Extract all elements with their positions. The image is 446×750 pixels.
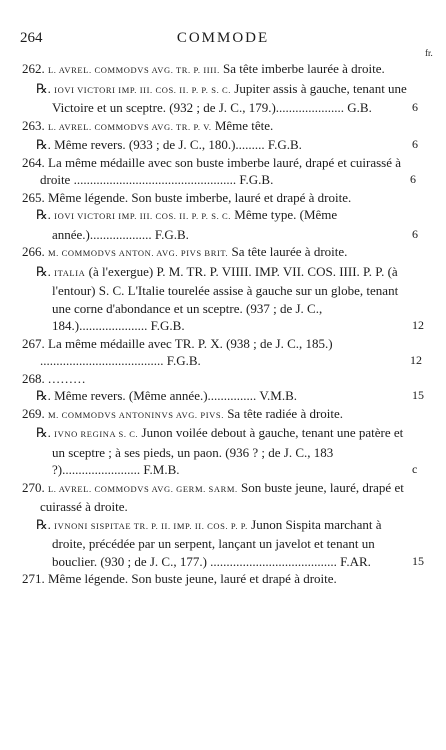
reverse-symbol: ℞.	[36, 207, 51, 222]
entry-number: 267.	[22, 335, 45, 351]
entry-description: Jupiter assis à gauche, tenant une Victoire et un sceptre. (932 ; de J. C., 179.)..................... G.B.	[52, 80, 407, 115]
entry-269-reverse: ℞. IVNO REGINA S. C. Junon voilée debout à gauche, tenant une patère et un sceptre ; à ses pieds, un paon. (936 ? ; de J. C., 183 ?)........................ F.M.B. c	[36, 425, 418, 477]
entry-number: 271.	[22, 571, 45, 586]
entry-description: Même revers. (933 ; de J. C., 180.)......... F.G.B.	[54, 137, 302, 152]
reverse-symbol: ℞.	[36, 516, 51, 532]
entry-number: 263.	[22, 117, 45, 133]
entry-262	[0, 60, 446, 80]
entry-description: Sa tête radiée à droite.	[223, 405, 344, 421]
entry-268	[0, 370, 446, 388]
reverse-symbol: ℞.	[36, 263, 51, 279]
entry-number: 269.	[22, 405, 45, 421]
entry-number: 268.	[22, 370, 45, 386]
entry-description: (à l'exergue) P. M. TR. P. VIIII. IMP. VII. COS. IIII. P. P. (à l'entour) S. C. L'Italie tourelée assise à gauche sur un globe, tenant une corne d'abondance et un sceptre. (937 ; de J. C., 184.)..................... F.G.B.	[52, 263, 399, 333]
reverse-symbol: ℞.	[36, 137, 51, 152]
entry-description: Junon voilée debout à gauche, tenant une patère et un sceptre ; à ses pieds, un paon. (936 ? ; de J. C., 183 ?)........................ F.M.B.	[52, 425, 404, 477]
entry-description: Même revers. (Même année.)............... V.M.B.	[54, 388, 298, 403]
legend-text: L. AVREL. COMMODVS AVG. GERM. SARM.	[48, 483, 238, 494]
entry-number: 264.	[22, 154, 45, 170]
entry-270-reverse: ℞. IVNONI SISPITAE TR. P. II. IMP. II. COS. P. P. Junon Sispita marchant à droite, précédée par un serpent, lançant un javelot et tenant un bouclier. (930 ; de J. C., 177.) ....................................... F.AR. 15	[36, 516, 424, 569]
legend-text: ITALIA	[54, 267, 86, 278]
entry-267: 267. La même médaille avec TR. P. X. (938 ; de J. C., 185.) ...................................... F.G.B. 12	[22, 335, 422, 368]
reverse-symbol: ℞.	[36, 80, 51, 96]
legend-text: L. AVREL. COMMODVS AVG. TR. P. IIII.	[48, 65, 220, 75]
entry-description: Sa tête imberbe laurée à droite.	[219, 61, 385, 76]
entry-263	[0, 117, 446, 137]
entry-description: Même type. (Même année.)................... F.G.B.	[52, 207, 338, 242]
entry-266-reverse: ℞. ITALIA (à l'exergue) P. M. TR. P. VIIII. IMP. VII. COS. IIII. P. P. (à l'entour) S. C. L'Italie tourelée assise à gauche sur un globe, tenant une corne d'abondance et un sceptre. (937 ; de J. C., 184.)..................... F.G.B. 12	[36, 263, 424, 333]
legend-text: M. COMMODVS ANTON. AVG. PIVS BRIT.	[48, 248, 229, 258]
entry-description: Même tête.	[211, 117, 274, 133]
entry-number: 270.	[22, 479, 45, 495]
entry-description: La même médaille avec TR. P. X. (938 ; de J. C., 185.) ...................................... F.G.B.	[40, 335, 333, 368]
entry-description: La même médaille avec son buste imberbe lauré, drapé et cuirassé à droite .................................................. F.G.B.	[40, 154, 402, 187]
entry-description: Junon Sispita marchant à droite, précédée par un serpent, lançant un javelot et tenant un bouclier. (930 ; de J. C., 177.) ....................................... F.AR.	[52, 516, 382, 569]
entry-number: 266.	[22, 244, 45, 259]
entry-265	[0, 189, 446, 207]
entry-270	[0, 479, 446, 516]
entry-description: Sa tête laurée à droite.	[228, 244, 348, 259]
page-title: COMMODE	[176, 30, 270, 46]
entry-number: 265.	[22, 189, 45, 205]
entry-description: .........	[48, 370, 87, 386]
entry-262-reverse: ℞. IOVI VICTORI IMP. III. COS. II. P. P. S. C. Jupiter assis à gauche, tenant une Victoire et un sceptre. (932 ; de J. C., 179.)..................... G.B. 6	[36, 80, 418, 115]
legend-text: IOVI VICTORI IMP. III. COS. II. P. P. S. C.	[54, 211, 232, 221]
reverse-symbol: ℞.	[36, 425, 51, 440]
entry-268-reverse: ℞. Même revers. (Même année.)............... V.M.B. 15	[36, 388, 424, 403]
entry-description: Son buste jeune, lauré, drapé et cuirassé à droite.	[40, 479, 404, 514]
entry-263-reverse: ℞. Même revers. (933 ; de J. C., 180.)......... F.G.B. 6	[36, 137, 418, 152]
reverse-symbol: ℞.	[36, 388, 51, 403]
entry-265-reverse: ℞. IOVI VICTORI IMP. III. COS. II. P. P. S. C. Même type. (Même année.)................... F.G.B. 6	[36, 207, 418, 242]
legend-text: IVNONI SISPITAE TR. P. II. IMP. II. COS. P. P.	[54, 520, 248, 531]
entry-269	[0, 405, 446, 425]
margin-note: fr.	[425, 48, 433, 58]
legend-text: L. AVREL. COMMODVS AVG. TR. P. V.	[48, 121, 212, 132]
entry-271	[0, 570, 446, 588]
entry-266	[0, 243, 446, 263]
page-number: 264	[20, 30, 43, 46]
entry-264: 264. La même médaille avec son buste imberbe lauré, drapé et cuirassé à droite .................................................. F.G.B. 6	[22, 154, 416, 187]
entry-description: Même légende. Son buste jeune, lauré et drapé à droite.	[48, 571, 337, 586]
entry-number: 262.	[22, 61, 45, 76]
entry-description: Même légende. Son buste imberbe, lauré et drapé à droite.	[48, 189, 352, 205]
catalogue-entries	[0, 60, 446, 588]
legend-text: M. COMMODVS ANTONINVS AVG. PIVS.	[48, 409, 224, 420]
legend-text: IVNO REGINA S. C.	[54, 429, 139, 439]
legend-text: IOVI VICTORI IMP. III. COS. II. P. P. S. C.	[54, 84, 232, 95]
